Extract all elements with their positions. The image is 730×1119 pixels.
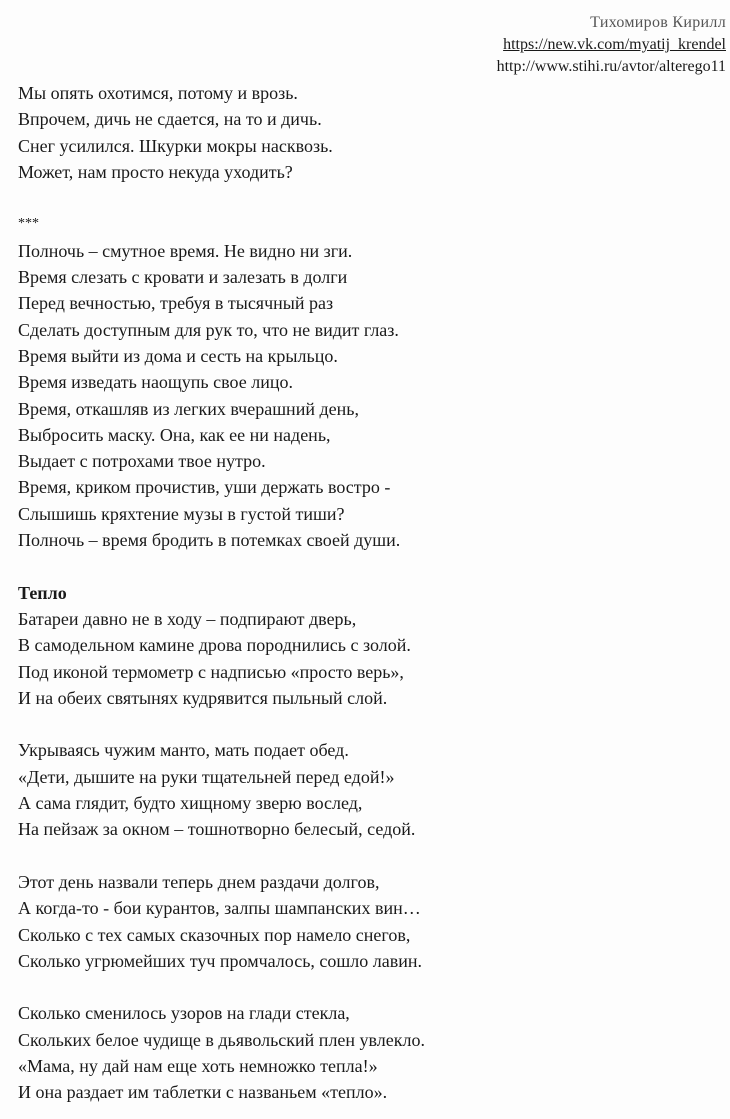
author-name: Тихомиров Кирилл [590,14,726,31]
stanza [18,737,718,842]
poem-line: А сама глядит, будто хищному зверю вослед, [18,793,363,814]
poem-line: «Мама, ну дай нам еще хоть немножко тепла!» [18,1055,378,1076]
poem-line: И на обеих святынях кудрявится пыльный слой. [18,687,388,708]
poem-line: Сколько с тех самых сказочных пор намело снегов, [18,924,411,945]
stihi-link: http://www.stihi.ru/avtor/alterego11 [496,58,726,75]
stanza-gap [18,974,718,1000]
stanza-gap [18,185,718,211]
stanza [18,869,718,974]
poem-line: На пейзаж за окном – тошнотворно белесый, седой. [18,819,416,840]
poem-line: Выбросить маску. Она, как ее ни надень, [18,424,331,445]
poem-line: Время, криком прочистив, уши держать востро - [18,477,391,498]
poem-3 [18,580,718,1106]
poem-line: Снег усилился. Шкурки мокры насквозь. [18,135,333,156]
poem-line: Время слезать с кровати и залезать в долги [18,267,348,288]
poem-line: Время выйти из дома и сесть на крыльцо. [18,345,338,366]
poem-line: Слышишь кряхтение музы в густой тиши? [18,503,345,524]
poem-line: Этот день назвали теперь днем раздачи долгов, [18,871,380,892]
poem-line: Сколько сменилось узоров на глади стекла, [18,1003,350,1024]
section-separator: *** [18,216,39,232]
poem-line: В самодельном камине дрова породнились с золой. [18,635,411,656]
poem-line: Укрываясь чужим манто, мать подает обед. [18,740,349,761]
poem-line: Полночь – смутное время. Не видно ни зги. [18,240,353,261]
poem-line: А когда-то - бои курантов, залпы шампанских вин… [18,898,421,919]
stanza [18,1000,718,1105]
stanza-gap [18,553,718,579]
author-header [497,12,726,78]
poem-line: Мы опять охотимся, потому и врозь. [18,83,298,103]
poem-line: И она раздает им таблетки с названьем «тепло». [18,1082,388,1103]
poem-line: Время изведать наощупь свое лицо. [18,372,293,393]
poem-line: «Дети, дышите на руки тщательней перед едой!» [18,766,395,787]
poem-line: Время, откашляв из легких вчерашний день, [18,398,359,419]
poem-2 [18,211,718,553]
vk-link[interactable]: https://new.vk.com/myatij_krendel [503,36,726,53]
poem-title: Тепло [18,582,67,603]
poem-line: Перед вечностью, требуя в тысячный раз [18,293,334,314]
stanza [18,606,718,711]
stanza-gap [18,711,718,737]
poem-line: Полночь – время бродить в потемках своей души. [18,530,401,551]
poem-line: Сколько угрюмейших туч промчалось, сошло лавин. [18,950,422,971]
document-body [18,80,718,1106]
poem-line: Под иконой термометр с надписью «просто верь», [18,661,404,682]
poem-line: Может, нам просто некуда уходить? [18,161,293,182]
stanza-gap [18,843,718,869]
poem-line: Выдает с потрохами твое нутро. [18,451,266,472]
poem-line: Скольких белое чудище в дьявольский плен увлекло. [18,1029,426,1050]
poem-line: Впрочем, дичь не сдается, на то и дичь. [18,109,322,130]
poem-line: Батареи давно не в ходу – подпирают дверь, [18,608,357,629]
poem-1 [18,80,718,185]
poem-line: Сделать доступным для рук то, что не видит глаз. [18,319,399,340]
